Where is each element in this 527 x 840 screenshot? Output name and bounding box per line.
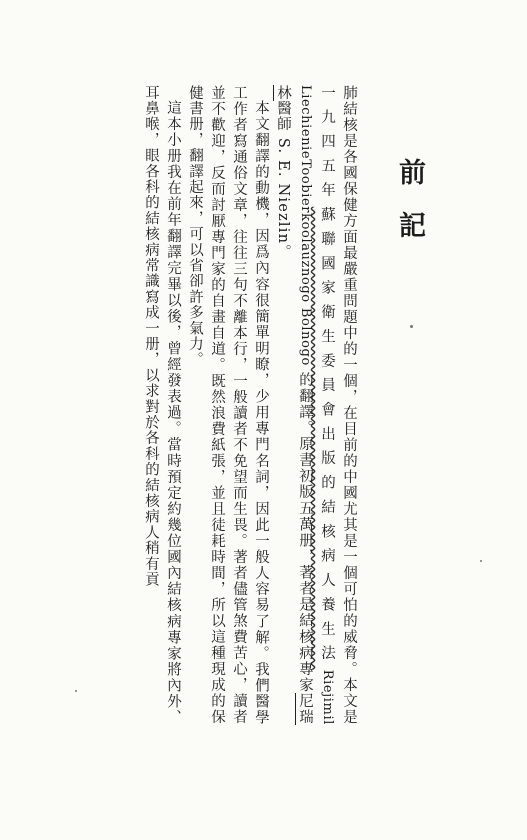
p1-line-1: 肺結核是各國保健方面最嚴重問題中的一個，在目前的中國尤其是一個可怕的威: [341, 85, 357, 646]
original-title-part-1: Riejimil Liechienie: [298, 85, 335, 726]
p3-line-2: 將內外、耳鼻喉，眼各科的結核病常識寫成一册，以求對於各科的結核病人稍有貢: [143, 85, 181, 725]
paragraph-3: [140, 85, 184, 725]
paragraph-2: [184, 85, 272, 725]
p2-line-2: 我們醫學工作者寫通俗文章，往往三句不離本行，一般讀者不免望而生畏。著者儘管: [231, 85, 269, 725]
page-title: 前記: [394, 158, 425, 264]
p2-line-4: 間，所以這種現成的保健書册，翻譯起來，可以省卻許多氣力。: [187, 85, 225, 726]
preface-body: [70, 85, 360, 725]
scan-speck: [480, 560, 482, 562]
p1-line-3b: 的翻譯。原書初版五萬册，著者是結核病專家: [297, 365, 313, 694]
source-publisher: 蘇聯國家衛生委員會出版的結核病人養生法: [319, 206, 335, 670]
p3-line-1: 這本小册我在前年翻譯完畢以後，曾經發表過。當時預定約幾位國內結核病專家: [165, 99, 181, 662]
scan-speck: [75, 690, 77, 692]
original-title-part-2: Toobierkoolauznogo Bolnogo: [298, 159, 313, 366]
p1-line-2a: 脅。本文是一九四五年: [319, 85, 357, 726]
p2-line-1: 本文翻譯的動機，因爲內容很簡單明瞭，少用專門名詞，因此一般人容易了解。: [253, 99, 269, 662]
scan-speck: [410, 325, 413, 328]
paragraph-1: [272, 85, 360, 725]
p1-line-4: 醫師 S. E. Niezlin。: [275, 100, 291, 260]
author-name: 尼瑞林: [275, 85, 313, 725]
p2-line-3: 煞費苦心，讀者並不歡迎，反而討厭專門家的自畫自道。既然浪費紙張，並且徒耗時: [209, 85, 247, 725]
